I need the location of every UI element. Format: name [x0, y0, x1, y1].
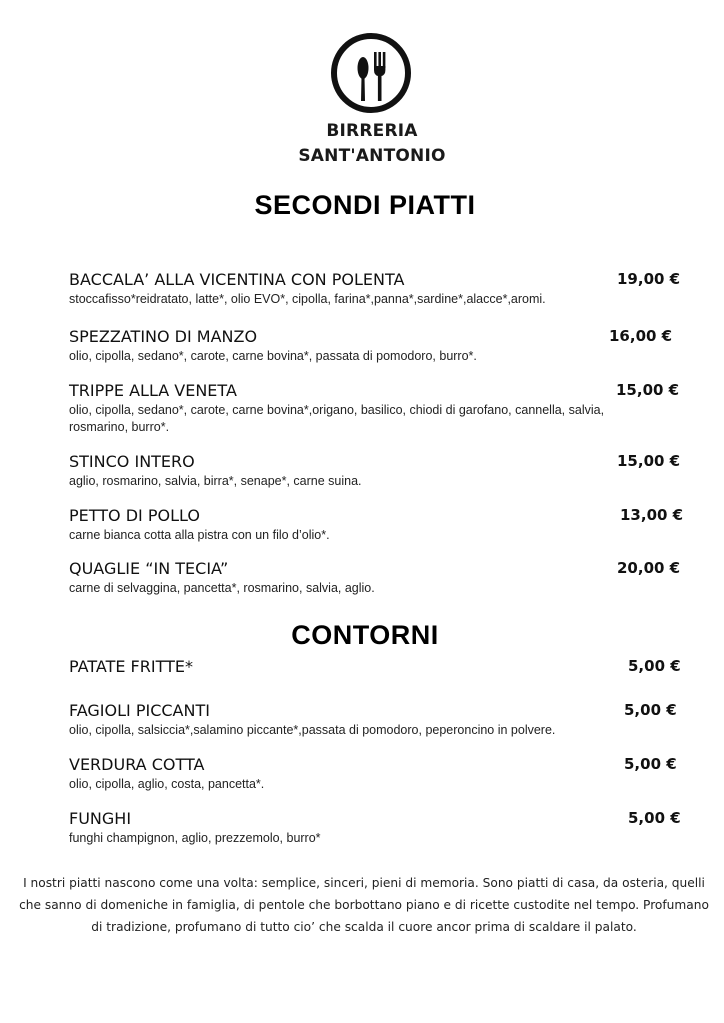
dish-name: PETTO DI POLLO [69, 506, 200, 525]
brand-name-line-1: BIRRERIA [326, 121, 418, 141]
brand-name-line-2: SANT'ANTONIO [298, 146, 446, 166]
dish-price: 13,00 € [620, 506, 684, 524]
footer-line: che sanno di domeniche in famiglia, di pentole che borbottano piano e di ricette custodite nel tempo. Profumano [19, 898, 709, 912]
dish-description: olio, cipolla, salsiccia*,salamino piccante*,passata di pomodoro, peperoncino in polvere. [69, 723, 556, 737]
dish-name: PATATE FRITTE* [69, 657, 193, 676]
plate-fork-knife-icon [330, 32, 412, 114]
dish-price: 5,00 € [628, 657, 681, 675]
dish-name: FUNGHI [69, 809, 132, 828]
section-title-contorni: CONTORNI [291, 620, 439, 650]
section-title-secondi: SECONDI PIATTI [254, 190, 476, 220]
dish-description: aglio, rosmarino, salvia, birra*, senape*, carne suina. [69, 474, 362, 488]
dish-name: VERDURA COTTA [69, 755, 205, 774]
dish-price: 15,00 € [617, 452, 681, 470]
dish-price: 5,00 € [624, 755, 677, 773]
footer-line: I nostri piatti nascono come una volta: semplice, sinceri, pieni di memoria. Sono piatti di casa, da osteria, quelli [23, 876, 705, 890]
dish-description: carne di selvaggina, pancetta*, rosmarino, salvia, aglio. [69, 581, 375, 595]
dish-description: stoccafisso*reidratato, latte*, olio EVO*, cipolla, farina*,panna*,sardine*,alacce*,aromi. [69, 292, 546, 306]
dish-description: funghi champignon, aglio, prezzemolo, burro* [69, 831, 321, 845]
dish-price: 15,00 € [616, 381, 680, 399]
footer-paragraph [8, 872, 720, 938]
dish-description: olio, cipolla, aglio, costa, pancetta*. [69, 777, 265, 791]
dish-price: 19,00 € [617, 270, 681, 288]
dish-name: BACCALA’ ALLA VICENTINA CON POLENTA [69, 270, 405, 289]
dish-description: carne bianca cotta alla pistra con un filo d’olio*. [69, 528, 330, 542]
dish-name: STINCO INTERO [69, 452, 195, 471]
dish-price: 16,00 € [609, 327, 673, 345]
dish-price: 20,00 € [617, 559, 681, 577]
dish-price: 5,00 € [624, 701, 677, 719]
dish-description: olio, cipolla, sedano*, carote, carne bovina*, passata di pomodoro, burro*. [69, 349, 477, 363]
dish-description: olio, cipolla, sedano*, carote, carne bovina*,origano, basilico, chiodi di garofano, cannella, salvia, rosmarino, burro*. [69, 403, 605, 434]
dish-name: FAGIOLI PICCANTI [69, 701, 210, 720]
dish-name: SPEZZATINO DI MANZO [69, 327, 258, 346]
dish-price: 5,00 € [628, 809, 681, 827]
dish-name: TRIPPE ALLA VENETA [69, 381, 237, 400]
dish-name: QUAGLIE “IN TECIA” [69, 559, 229, 578]
footer-line: di tradizione, profumano di tutto cio’ che scalda il cuore ancor prima di scaldare il palato. [91, 920, 637, 934]
